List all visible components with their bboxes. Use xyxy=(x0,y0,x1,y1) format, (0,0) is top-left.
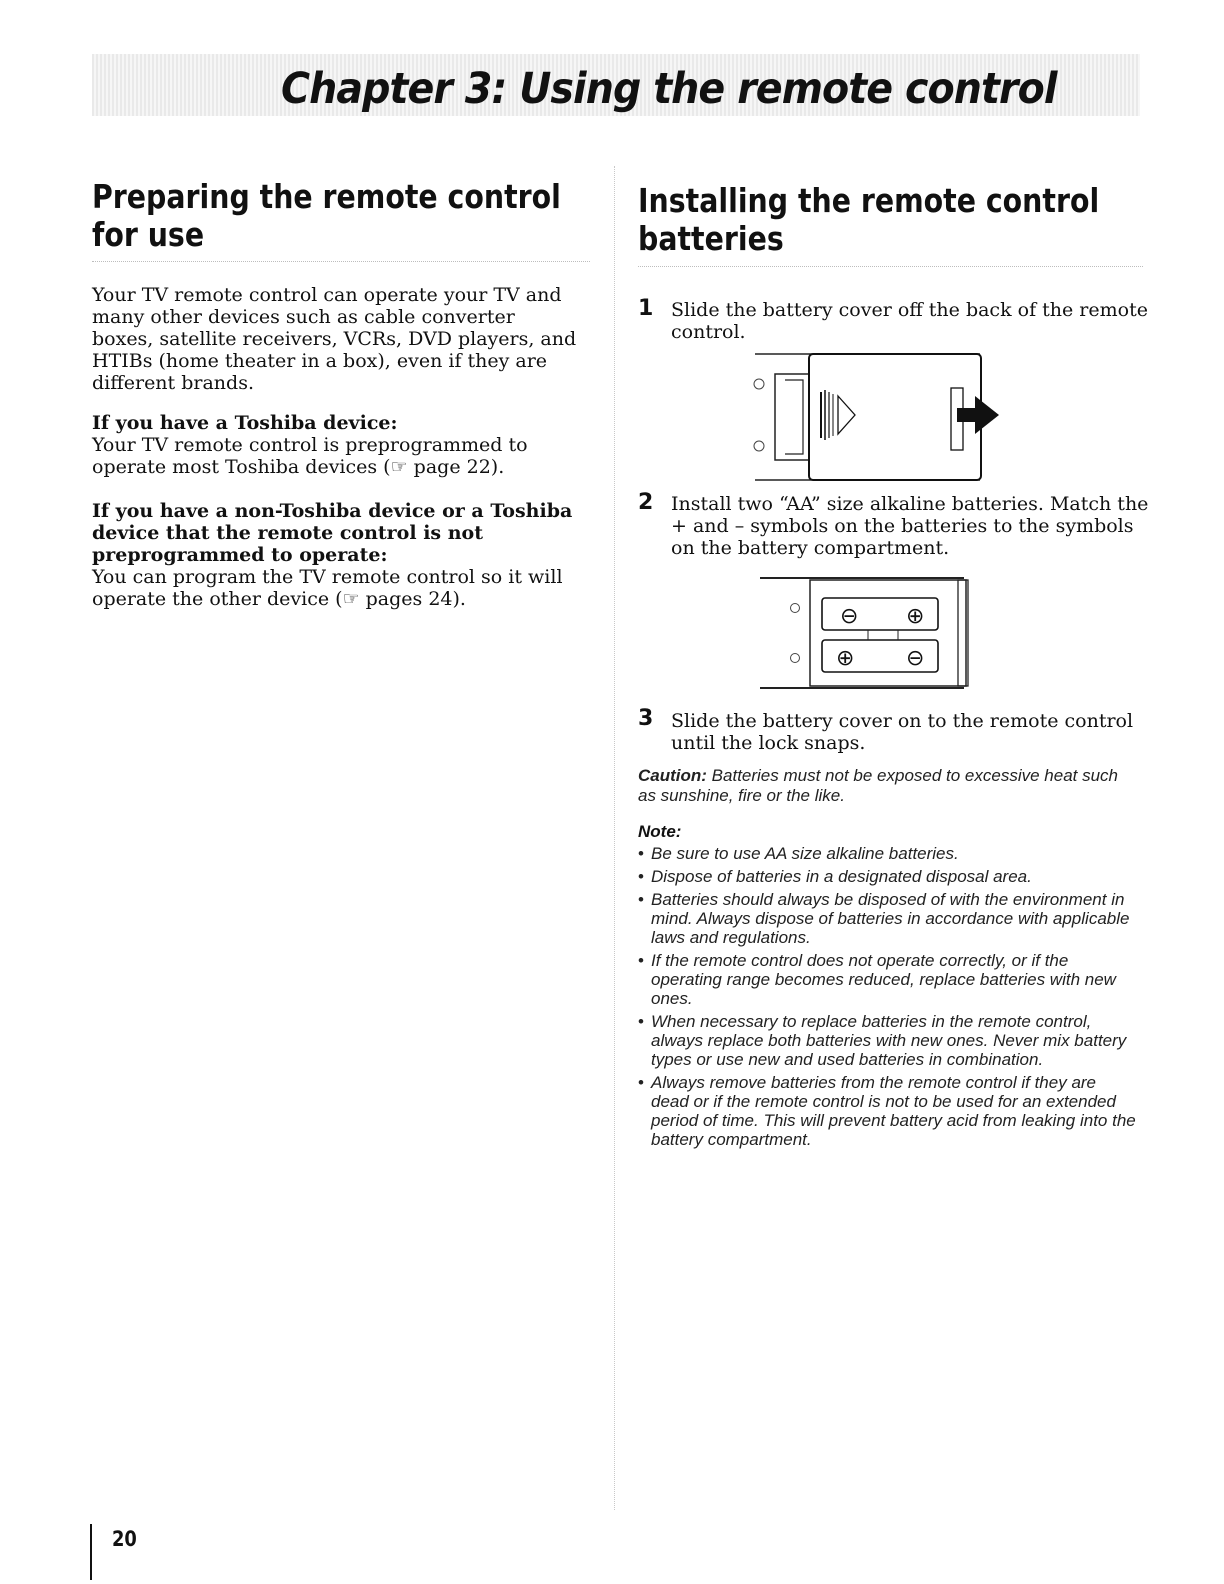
chapter-title: Chapter 3: Using the remote control xyxy=(281,64,1057,114)
note-label: Note: xyxy=(638,822,682,841)
non-toshiba-heading: If you have a non-Toshiba device or a Toshiba device that the remote control is not preprogrammed to operate: xyxy=(92,500,573,566)
step-1-number: 1 xyxy=(638,296,654,321)
section-heading-installing: Installing the remote control batteries xyxy=(638,181,1100,258)
note-item: • Batteries should always be disposed of with the environment in mind. Always dispose of batteries in accordance with applicable laws and regulations. xyxy=(638,890,1138,947)
caution-text: Batteries must not be exposed to excessive heat such as sunshine, fire or the like. xyxy=(638,766,1119,805)
note-item: • Dispose of batteries in a designated disposal area. xyxy=(638,867,1138,886)
section-heading-preparing: Preparing the remote control for use xyxy=(92,177,561,254)
note-item: • Always remove batteries from the remote control if they are dead or if the remote control is not to be used for an extended period of time. This will prevent battery acid from leaking into the battery compartment. xyxy=(638,1073,1138,1149)
note-item: • When necessary to replace batteries in the remote control, always replace both batteries with new ones. Never mix battery types or use new and used batteries in combination. xyxy=(638,1012,1138,1069)
step-1-text: Slide the battery cover off the back of the remote control. xyxy=(671,299,1148,343)
step-3-text: Slide the battery cover on to the remote control until the lock snaps. xyxy=(671,710,1134,754)
page-number: 20 xyxy=(112,1527,137,1551)
non-toshiba-device-block xyxy=(92,500,582,610)
caution-label: Caution: xyxy=(638,766,707,785)
page-number-bar xyxy=(90,1524,92,1580)
column-divider xyxy=(614,166,615,1510)
heading-rule-right xyxy=(638,266,1143,267)
toshiba-device-block xyxy=(92,412,582,478)
battery-cover-figure xyxy=(745,350,1035,486)
battery-compartment-figure xyxy=(758,572,974,694)
non-toshiba-text: You can program the TV remote control so it will operate the other device (☞ pages 24). xyxy=(92,566,563,610)
step-2-number: 2 xyxy=(638,490,654,515)
caution-block xyxy=(638,766,1138,806)
step-3-number: 3 xyxy=(638,706,654,731)
toshiba-heading: If you have a Toshiba device: xyxy=(92,412,398,434)
note-item: • Be sure to use AA size alkaline batteries. xyxy=(638,844,1138,863)
plus-symbol-top: ⊕ xyxy=(906,604,925,629)
step-2-text: Install two “AA” size alkaline batteries. Match the + and – symbols on the batteries to the symbols on the battery compartment. xyxy=(671,493,1149,559)
heading-rule-left xyxy=(92,261,590,262)
toshiba-text: Your TV remote control is preprogrammed to operate most Toshiba devices (☞ page 22). xyxy=(92,434,528,478)
note-item: • If the remote control does not operate correctly, or if the operating range becomes reduced, replace batteries with new ones. xyxy=(638,951,1138,1008)
minus-symbol-bottom: ⊖ xyxy=(906,646,925,671)
plus-symbol-bottom: ⊕ xyxy=(836,646,855,671)
minus-symbol-top: ⊖ xyxy=(840,604,859,629)
intro-paragraph: Your TV remote control can operate your TV and many other devices such as cable converter boxes, satellite receivers, VCRs, DVD players, and HTIBs (home theater in a box), even if they are different brands. xyxy=(92,284,577,394)
note-list xyxy=(638,844,1138,1153)
